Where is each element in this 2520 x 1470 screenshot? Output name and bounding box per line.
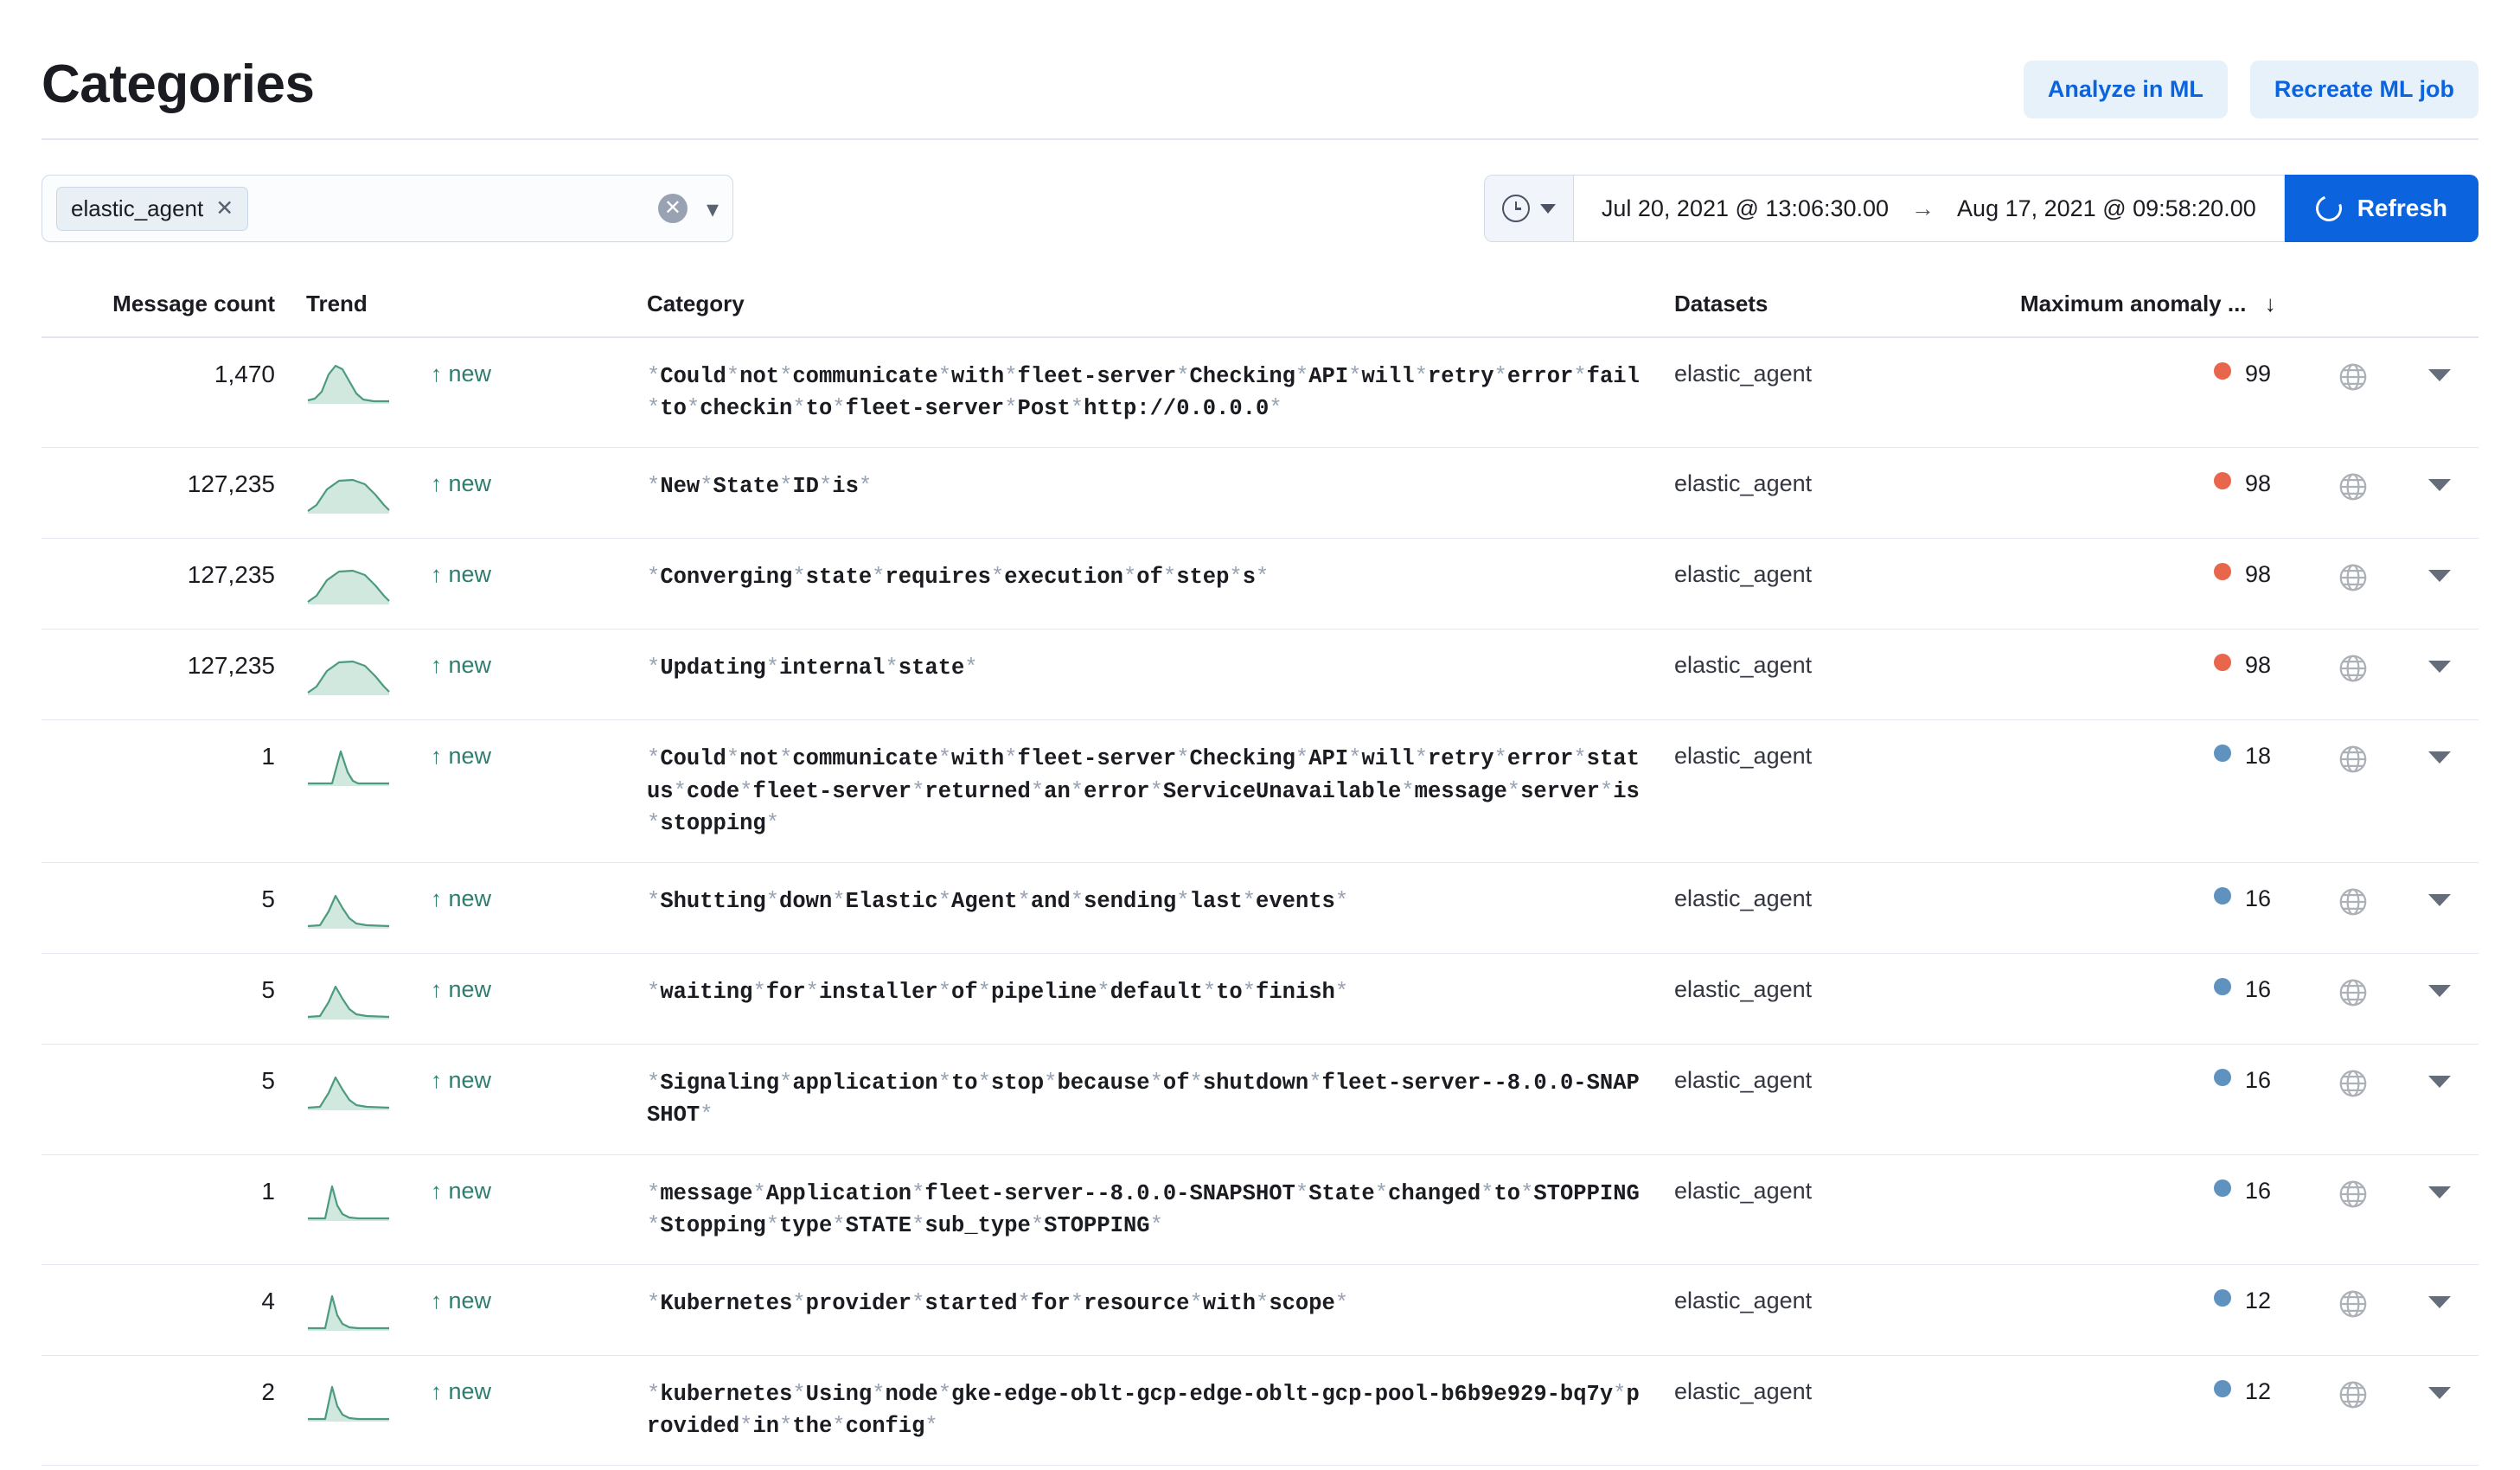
anomaly-severity-dot: [2214, 1179, 2231, 1197]
chevron-down-icon[interactable]: [2428, 661, 2451, 673]
chevron-down-icon[interactable]: ▾: [706, 195, 719, 222]
chevron-down-icon[interactable]: [2428, 1186, 2451, 1198]
anomaly-severity-dot: [2214, 1380, 2231, 1397]
cell-expand[interactable]: [2401, 863, 2478, 954]
column-category[interactable]: Category: [647, 291, 1674, 337]
cell-trend: [275, 954, 431, 1045]
column-message-count[interactable]: Message count: [42, 291, 275, 337]
cell-message-count: 5: [42, 1045, 275, 1154]
cell-anomaly-score: 16: [2020, 1045, 2306, 1154]
refresh-icon: [2312, 191, 2346, 226]
cell-trend-status: ↑ new: [431, 630, 647, 720]
cell-expand[interactable]: [2401, 539, 2478, 630]
cell-dataset: elastic_agent: [1674, 539, 2020, 630]
cell-category: *kubernetes*Using*node*gke-edge-oblt-gcp-edge-oblt-gcp-pool-b6b9e929-bq7y*provided*in*the*config*: [647, 1355, 1674, 1465]
cell-expand[interactable]: [2401, 337, 2478, 448]
table-row[interactable]: [42, 954, 2478, 1045]
cell-expand[interactable]: [2401, 448, 2478, 539]
trend-sparkline: [306, 976, 393, 1021]
trend-sparkline: [306, 652, 393, 697]
table-row[interactable]: [42, 448, 2478, 539]
filter-input[interactable]: [42, 175, 733, 242]
cell-actions[interactable]: [2306, 448, 2401, 539]
cell-trend-status: ↑ new: [431, 1264, 647, 1355]
globe-icon[interactable]: [2337, 885, 2370, 918]
query-bar: [0, 175, 2520, 242]
cell-trend-status: ↑ new: [431, 337, 647, 448]
cell-anomaly-score: 12: [2020, 1355, 2306, 1465]
cell-actions[interactable]: [2306, 1355, 2401, 1465]
cell-anomaly-score: 98: [2020, 630, 2306, 720]
chevron-down-icon[interactable]: [2428, 985, 2451, 997]
categories-table-wrap: [0, 291, 2520, 1466]
globe-icon[interactable]: [2337, 1178, 2370, 1211]
filter-pill-elastic-agent[interactable]: [56, 187, 248, 231]
cell-anomaly-score: 99: [2020, 337, 2306, 448]
anomaly-severity-dot: [2214, 472, 2231, 489]
arrow-up-icon: ↑: [431, 976, 442, 1003]
cell-message-count: 4: [42, 1264, 275, 1355]
arrow-up-icon: ↑: [431, 1067, 442, 1094]
cell-category: *Could*not*communicate*with*fleet-server*Checking*API*will*retry*error*status*code*fleet-server*returned*an*error*ServiceUnavailable*message*server*is*stopping*: [647, 720, 1674, 863]
anomaly-severity-dot: [2214, 978, 2231, 995]
globe-icon[interactable]: [2337, 470, 2370, 503]
filter-pill-label: elastic_agent: [71, 195, 204, 221]
cell-dataset: elastic_agent: [1674, 954, 2020, 1045]
cell-trend: [275, 720, 431, 863]
arrow-up-icon: ↑: [431, 652, 442, 679]
anomaly-severity-dot: [2214, 1289, 2231, 1307]
recreate-ml-job-button[interactable]: Recreate ML job: [2250, 61, 2478, 118]
arrow-up-icon: ↑: [431, 1377, 442, 1404]
table-head: [42, 291, 2478, 337]
page-title: Categories: [42, 54, 315, 114]
cell-dataset: elastic_agent: [1674, 863, 2020, 954]
cell-trend-status: ↑ new: [431, 863, 647, 954]
column-actions: [2306, 291, 2401, 337]
chevron-down-icon[interactable]: [2428, 369, 2451, 381]
table-header-row: [42, 291, 2478, 337]
cell-message-count: 1,470: [42, 337, 275, 448]
cell-actions[interactable]: [2306, 1154, 2401, 1264]
cell-dataset: elastic_agent: [1674, 1154, 2020, 1264]
cell-trend: [275, 1154, 431, 1264]
trend-sparkline: [306, 885, 393, 930]
table-body: [42, 337, 2478, 1466]
globe-icon[interactable]: [2337, 361, 2370, 393]
cell-expand[interactable]: [2401, 630, 2478, 720]
refresh-label: Refresh: [2357, 195, 2447, 221]
cross-icon[interactable]: ✕: [215, 195, 234, 220]
trend-sparkline: [306, 561, 393, 606]
cell-message-count: 127,235: [42, 630, 275, 720]
column-datasets[interactable]: Datasets: [1674, 291, 2020, 337]
cell-anomaly-score: 98: [2020, 448, 2306, 539]
cell-trend: [275, 1045, 431, 1154]
table-row[interactable]: [42, 630, 2478, 720]
anomaly-severity-dot: [2214, 1069, 2231, 1086]
cell-message-count: 127,235: [42, 539, 275, 630]
header-divider: [42, 138, 2478, 140]
cell-actions[interactable]: [2306, 720, 2401, 863]
table-row[interactable]: [42, 720, 2478, 863]
cell-dataset: elastic_agent: [1674, 1045, 2020, 1154]
cell-anomaly-score: 18: [2020, 720, 2306, 863]
column-trend-status: [431, 291, 647, 337]
trend-sparkline: [306, 361, 393, 406]
chevron-down-icon[interactable]: [2428, 894, 2451, 906]
globe-icon[interactable]: [2337, 976, 2370, 1009]
cell-actions[interactable]: [2306, 337, 2401, 448]
cell-expand[interactable]: [2401, 1045, 2478, 1154]
cell-dataset: elastic_agent: [1674, 337, 2020, 448]
cell-category: *waiting*for*installer*of*pipeline*default*to*finish*: [647, 954, 1674, 1045]
cell-dataset: elastic_agent: [1674, 1264, 2020, 1355]
cell-anomaly-score: 12: [2020, 1264, 2306, 1355]
cell-actions[interactable]: [2306, 954, 2401, 1045]
anomaly-severity-dot: [2214, 563, 2231, 580]
cell-expand[interactable]: [2401, 720, 2478, 863]
filter-controls: [658, 194, 719, 223]
clock-icon[interactable]: [1485, 176, 1574, 241]
cell-category: *Updating*internal*state*: [647, 630, 1674, 720]
chevron-down-icon[interactable]: [2428, 570, 2451, 582]
chevron-down-icon[interactable]: [2428, 1387, 2451, 1399]
cell-expand[interactable]: [2401, 1264, 2478, 1355]
table-row[interactable]: [42, 1045, 2478, 1154]
cell-anomaly-score: 16: [2020, 863, 2306, 954]
cell-dataset: elastic_agent: [1674, 630, 2020, 720]
cell-trend-status: ↑ new: [431, 720, 647, 863]
cell-dataset: elastic_agent: [1674, 448, 2020, 539]
cell-expand[interactable]: [2401, 954, 2478, 1045]
trend-sparkline: [306, 743, 393, 788]
cell-trend-status: ↑ new: [431, 1154, 647, 1264]
cell-message-count: 1: [42, 1154, 275, 1264]
anomaly-severity-dot: [2214, 745, 2231, 762]
cell-message-count: 5: [42, 954, 275, 1045]
trend-sparkline: [306, 1288, 393, 1333]
time-controls: [1484, 175, 2478, 242]
chevron-down-icon[interactable]: [2428, 1296, 2451, 1308]
header-actions: [2024, 52, 2478, 118]
cell-category: *Shutting*down*Elastic*Agent*and*sending*last*events*: [647, 863, 1674, 954]
cell-message-count: 1: [42, 720, 275, 863]
cell-expand[interactable]: [2401, 1355, 2478, 1465]
globe-icon[interactable]: [2337, 652, 2370, 685]
cell-actions[interactable]: [2306, 1264, 2401, 1355]
cell-trend: [275, 1355, 431, 1465]
cell-trend-status: ↑ new: [431, 448, 647, 539]
time-arrow-icon: →: [1911, 195, 1935, 221]
cell-actions[interactable]: [2306, 1045, 2401, 1154]
time-start[interactable]: Jul 20, 2021 @ 13:06:30.00: [1601, 195, 1890, 221]
cell-message-count: 127,235: [42, 448, 275, 539]
table-row[interactable]: [42, 539, 2478, 630]
column-expand: [2401, 291, 2478, 337]
globe-icon[interactable]: [2337, 561, 2370, 594]
cell-actions[interactable]: [2306, 630, 2401, 720]
arrow-up-icon: ↑: [431, 561, 442, 588]
cell-trend: [275, 630, 431, 720]
cell-category: *Signaling*application*to*stop*because*of*shutdown*fleet-server--8.0.0-SNAPSHOT*: [647, 1045, 1674, 1154]
refresh-button[interactable]: [2285, 175, 2478, 242]
anomaly-severity-dot: [2214, 654, 2231, 671]
cell-anomaly-score: 16: [2020, 1154, 2306, 1264]
cell-trend-status: ↑ new: [431, 1355, 647, 1465]
cell-category: *Kubernetes*provider*started*for*resource*with*scope*: [647, 1264, 1674, 1355]
cell-trend: [275, 1264, 431, 1355]
cell-trend-status: ↑ new: [431, 1045, 647, 1154]
chevron-down-icon[interactable]: [2428, 479, 2451, 491]
cell-anomaly-score: 16: [2020, 954, 2306, 1045]
column-maximum-anomaly-label: Maximum anomaly ...: [2020, 291, 2247, 316]
page-header: [0, 0, 2520, 138]
chevron-down-icon[interactable]: [2428, 1076, 2451, 1088]
table-row[interactable]: [42, 1355, 2478, 1465]
cell-category: *message*Application*fleet-server--8.0.0-SNAPSHOT*State*changed*to*STOPPING*Stopping*type*STATE*sub_type*STOPPING*: [647, 1154, 1674, 1264]
anomaly-severity-dot: [2214, 887, 2231, 904]
column-maximum-anomaly[interactable]: [2020, 291, 2306, 337]
globe-icon[interactable]: [2337, 1288, 2370, 1320]
cell-dataset: elastic_agent: [1674, 720, 2020, 863]
cell-category: *Could*not*communicate*with*fleet-server*Checking*API*will*retry*error*fail*to*checkin*to*fleet-server*Post*http://0.0.0.0*: [647, 337, 1674, 448]
trend-sparkline: [306, 1067, 393, 1112]
chevron-down-icon[interactable]: [2428, 751, 2451, 764]
anomaly-severity-dot: [2214, 362, 2231, 380]
cell-actions[interactable]: [2306, 539, 2401, 630]
date-picker[interactable]: [1484, 175, 2285, 242]
categories-table: [42, 291, 2478, 1466]
cell-trend-status: ↑ new: [431, 539, 647, 630]
globe-icon[interactable]: [2337, 1067, 2370, 1100]
cell-trend-status: ↑ new: [431, 954, 647, 1045]
arrow-up-icon: ↑: [431, 361, 442, 387]
cell-message-count: 2: [42, 1355, 275, 1465]
arrow-up-icon: ↑: [431, 885, 442, 912]
cell-message-count: 5: [42, 863, 275, 954]
arrow-up-icon: ↑: [431, 470, 442, 497]
time-range[interactable]: [1574, 195, 2284, 222]
clear-circle-icon[interactable]: ✕: [658, 194, 688, 223]
cell-trend: [275, 448, 431, 539]
arrow-up-icon: ↑: [431, 743, 442, 770]
trend-sparkline: [306, 1378, 393, 1423]
cell-actions[interactable]: [2306, 863, 2401, 954]
arrow-up-icon: ↑: [431, 1287, 442, 1313]
analyze-in-ml-button[interactable]: Analyze in ML: [2024, 61, 2228, 118]
cell-trend: [275, 337, 431, 448]
cell-anomaly-score: 98: [2020, 539, 2306, 630]
sort-descending-icon[interactable]: ↓: [2264, 291, 2276, 316]
time-end[interactable]: Aug 17, 2021 @ 09:58:20.00: [1957, 195, 2256, 221]
table-row[interactable]: [42, 1154, 2478, 1264]
cell-trend: [275, 539, 431, 630]
trend-sparkline: [306, 470, 393, 515]
trend-sparkline: [306, 1178, 393, 1223]
arrow-up-icon: ↑: [431, 1177, 442, 1204]
globe-icon[interactable]: [2337, 743, 2370, 776]
cell-trend: [275, 863, 431, 954]
table-row[interactable]: [42, 1264, 2478, 1355]
table-row[interactable]: [42, 863, 2478, 954]
cell-expand[interactable]: [2401, 1154, 2478, 1264]
chevron-down-icon[interactable]: [1540, 204, 1556, 214]
globe-icon[interactable]: [2337, 1378, 2370, 1411]
table-row[interactable]: [42, 337, 2478, 448]
cell-category: *New*State*ID*is*: [647, 448, 1674, 539]
cell-dataset: elastic_agent: [1674, 1355, 2020, 1465]
column-trend[interactable]: Trend: [275, 291, 431, 337]
cell-category: *Converging*state*requires*execution*of*step*s*: [647, 539, 1674, 630]
